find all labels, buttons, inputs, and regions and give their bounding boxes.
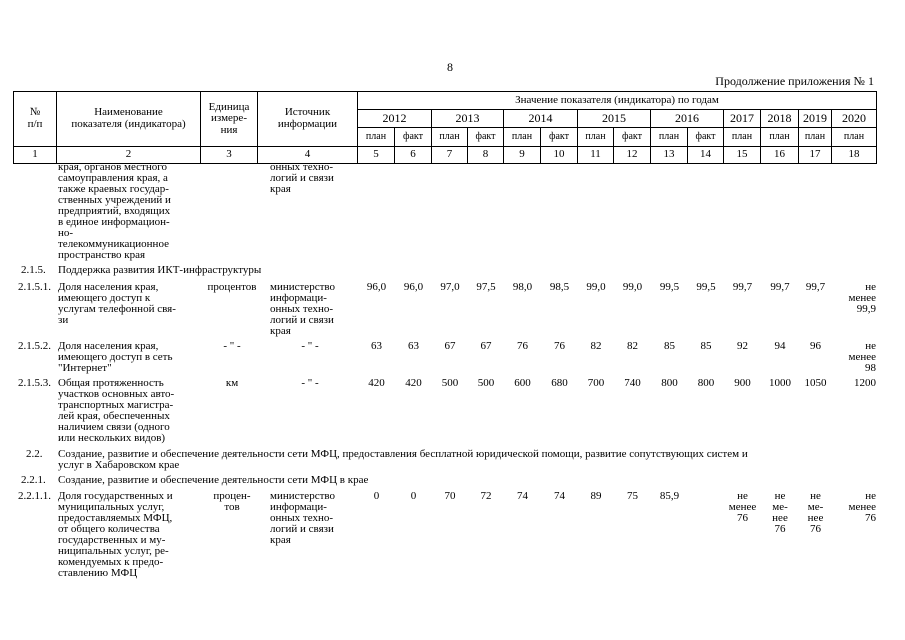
value-cell: 92 — [737, 340, 748, 352]
unit: - " - — [223, 340, 241, 352]
value-cell: 420 — [368, 377, 385, 389]
col-number: 5 — [358, 147, 395, 164]
section-title: Поддержка развития ИКТ-инфраструктуры — [58, 264, 262, 276]
row-number: 2.1.5.3. — [18, 377, 51, 389]
value-cell: 99,7 — [770, 281, 790, 293]
row-number: 2.1.5. — [21, 264, 46, 276]
value-cell: 70 — [444, 490, 456, 502]
sub-header: факт — [541, 128, 578, 147]
value-cell: 99,5 — [696, 281, 716, 293]
sub-header: факт — [468, 128, 504, 147]
col-number: 11 — [578, 147, 614, 164]
value-cell: 74 — [554, 490, 565, 502]
section-row — [0, 449, 905, 473]
info-source: - " - — [301, 340, 319, 352]
value-cell: 99,7 — [805, 281, 826, 293]
row-number: 2.2. — [26, 448, 43, 460]
col-number: 12 — [614, 147, 651, 164]
row-number: 2.2.1. — [21, 474, 46, 486]
value-cell: 96 — [810, 340, 821, 352]
sub-header: план — [651, 128, 688, 147]
row-number: 2.2.1.1. — [18, 490, 51, 502]
value-cell: 99,5 — [659, 281, 680, 293]
value-cell: 99,0 — [586, 281, 606, 293]
unit: процентов — [207, 281, 257, 293]
indicator-name: Общая протяженность участков основных авто- транспортных магистра- лей края, обеспеченных наличием связи (одного или нескольких видов) — [58, 377, 175, 444]
year-header: 2017 — [724, 110, 761, 128]
col-number: 1 — [14, 147, 57, 164]
value-cell: не ме- нее 76 — [807, 490, 824, 535]
value-cell: 420 — [405, 377, 422, 389]
table-row — [0, 378, 905, 444]
value-cell: 72 — [480, 490, 492, 502]
col-number: 18 — [832, 147, 877, 164]
value-cell: 800 — [697, 377, 715, 389]
sub-header: план — [832, 128, 877, 147]
col-number: 6 — [395, 147, 432, 164]
value-cell: 96,0 — [403, 281, 424, 293]
col-num-header: № п/п — [14, 92, 57, 147]
value-cell: 75 — [627, 490, 638, 502]
value-cell: 500 — [441, 377, 459, 389]
value-cell: не ме- нее 76 — [772, 490, 788, 535]
year-header: 2020 — [832, 110, 877, 128]
sub-header: план — [432, 128, 468, 147]
value-cell: 63 — [371, 340, 382, 352]
year-header: 2016 — [651, 110, 724, 128]
sub-header: план — [578, 128, 614, 147]
col-number: 16 — [761, 147, 799, 164]
value-cell: 97,5 — [476, 281, 496, 293]
value-cell: 85,9 — [659, 490, 680, 502]
value-cell: 1050 — [804, 377, 827, 389]
value-cell: 82 — [590, 340, 602, 352]
sub-header: факт — [688, 128, 724, 147]
sub-header: план — [724, 128, 761, 147]
col-unit-header: Единица измере- ния — [201, 92, 258, 147]
value-cell: 500 — [477, 377, 495, 389]
year-header: 2018 — [761, 110, 799, 128]
section-title: Создание, развитие и обеспечение деятельности сети МФЦ в крае — [58, 474, 369, 486]
value-cell: 76 — [554, 340, 565, 352]
col-number: 8 — [468, 147, 504, 164]
value-cell: 82 — [627, 340, 638, 352]
sub-header: факт — [395, 128, 432, 147]
section-row — [0, 265, 905, 279]
section-title: Создание, развитие и обеспечение деятельности сети МФЦ, предоставления бесплатной юридической помощи, развитие сопутствующих систем и услуг в Хабаровском крае — [58, 448, 748, 471]
value-cell: 800 — [661, 377, 678, 389]
col-number: 10 — [541, 147, 578, 164]
value-cell: не менее 98 — [848, 340, 876, 374]
value-cell: 700 — [587, 377, 605, 389]
value-cell: 67 — [480, 340, 492, 352]
value-cell: 1000 — [769, 377, 791, 389]
value-cell: 96,0 — [366, 281, 387, 293]
col-number: 15 — [724, 147, 761, 164]
value-cell: 98,0 — [512, 281, 533, 293]
sub-header: план — [799, 128, 832, 147]
sub-header: план — [504, 128, 541, 147]
value-cell: 900 — [734, 377, 751, 389]
unit: км — [225, 377, 239, 389]
sub-header: план — [761, 128, 799, 147]
sub-header: план — [358, 128, 395, 147]
indicator-name: Доля государственных и муниципальных услуг, предоставляемых МФЦ, от общего количества государственных и му- ниципальных услуг, ре- комендуемых к предо- ставлению МФЦ — [58, 490, 173, 579]
value-cell: 97,0 — [440, 281, 460, 293]
year-header: 2013 — [432, 110, 504, 128]
value-cell: не менее 76 — [848, 490, 876, 524]
indicator-name: Доля населения края, имеющего доступ в сеть "Интернет" — [58, 340, 173, 374]
col-source-header: Источник информации — [258, 92, 358, 147]
table-row — [0, 491, 905, 581]
value-cell: 600 — [514, 377, 531, 389]
info-source: министерство информаци- онных техно- логий и связи края — [270, 490, 336, 546]
indicator-name: края, органов местного самоуправления края, а также краевых государ- ственных учреждений и предприятий, входящих в единое информацион- но- телекоммуникационное пространство края — [58, 161, 171, 261]
col-name-header: Наименование показателя (индикатора) — [57, 92, 201, 147]
unit: процен- тов — [213, 490, 251, 513]
year-header: 2012 — [358, 110, 432, 128]
value-cell: 740 — [624, 377, 641, 389]
value-cell: 94 — [774, 340, 786, 352]
col-number: 2 — [57, 147, 201, 164]
year-header: 2019 — [799, 110, 832, 128]
info-source: онных техно- логий и связи края — [270, 161, 334, 195]
value-cell: не менее 99,9 — [848, 281, 876, 315]
year-header: 2015 — [578, 110, 651, 128]
table-row — [0, 341, 905, 376]
year-header: 2014 — [504, 110, 578, 128]
value-cell: 98,5 — [549, 281, 570, 293]
continuation-label: Продолжение приложения № 1 — [715, 74, 874, 88]
section-row — [0, 475, 905, 489]
value-group-header: Значение показателя (индикатора) по годам — [358, 92, 877, 110]
col-number: 3 — [201, 147, 258, 164]
col-number: 14 — [688, 147, 724, 164]
value-cell: 680 — [551, 377, 568, 389]
sub-header: факт — [614, 128, 651, 147]
value-cell: 63 — [408, 340, 419, 352]
table-row — [0, 162, 905, 262]
col-number: 17 — [799, 147, 832, 164]
row-number: 2.1.5.2. — [18, 340, 51, 352]
table-row — [0, 282, 905, 337]
value-cell: 0 — [410, 490, 417, 502]
value-cell: 85 — [664, 340, 675, 352]
indicator-name: Доля населения края, имеющего доступ к услугам телефонной свя- зи — [58, 281, 176, 326]
col-number: 4 — [258, 147, 358, 164]
value-cell: 99,7 — [732, 281, 753, 293]
col-number: 7 — [432, 147, 468, 164]
value-cell: 67 — [444, 340, 456, 352]
table-header — [13, 91, 877, 164]
row-number: 2.1.5.1. — [18, 281, 51, 293]
value-cell: 76 — [517, 340, 528, 352]
value-cell: 99,0 — [622, 281, 643, 293]
value-cell: 89 — [590, 490, 602, 502]
col-number: 13 — [651, 147, 688, 164]
value-cell: 0 — [373, 490, 380, 502]
page-number: 8 — [447, 60, 453, 74]
value-cell: 74 — [517, 490, 528, 502]
info-source: министерство информаци- онных техно- логий и связи края — [270, 281, 336, 337]
value-cell: не менее 76 — [728, 490, 757, 524]
value-cell: 85 — [700, 340, 712, 352]
value-cell: 1200 — [854, 377, 876, 389]
info-source: - " - — [301, 377, 319, 389]
col-number: 9 — [504, 147, 541, 164]
